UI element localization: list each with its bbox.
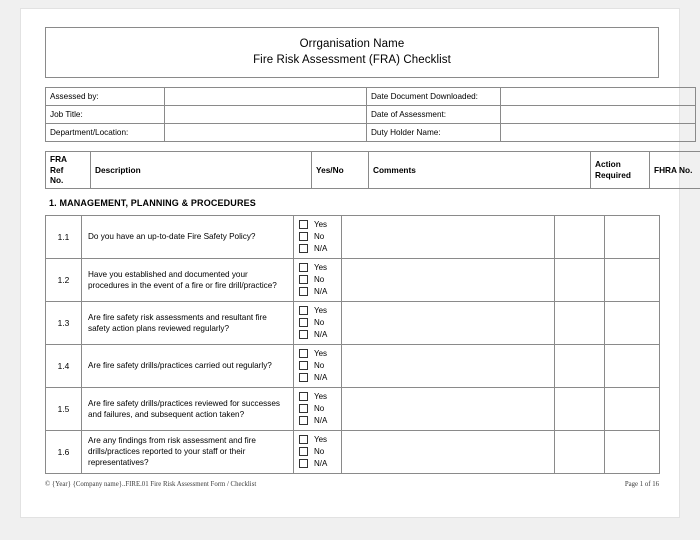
row-ref-1-4: 1.4 — [46, 344, 82, 387]
info-label-department-location: Department/Location: — [46, 124, 165, 142]
row-comments-1-2[interactable] — [342, 258, 555, 301]
option-yes-1-2[interactable] — [299, 262, 339, 274]
checkbox-icon[interactable] — [299, 447, 308, 456]
checkbox-icon[interactable] — [299, 244, 308, 253]
option-no-1-3[interactable] — [299, 317, 339, 329]
checkbox-icon[interactable] — [299, 287, 308, 296]
row-yes-no-cell-1-6 — [294, 430, 342, 473]
info-label-job-title: Job Title: — [46, 106, 165, 124]
option-label: N/A — [314, 329, 328, 339]
option-label: Yes — [314, 348, 328, 358]
checkbox-icon[interactable] — [299, 306, 308, 315]
table-row — [46, 258, 660, 301]
row-fhra-no-1-6[interactable] — [605, 430, 660, 473]
checkbox-icon[interactable] — [299, 361, 308, 370]
row-action-required-1-4[interactable] — [555, 344, 605, 387]
page-title-organisation: Orrganisation Name — [299, 38, 405, 50]
option-no-1-1[interactable] — [299, 231, 339, 243]
option-na-1-4[interactable] — [299, 372, 339, 384]
table-row — [46, 106, 696, 124]
option-na-1-1[interactable] — [299, 243, 339, 255]
row-description-1-3: Are fire safety risk assessments and resultant fire safety action plans reviewed regularly? — [82, 301, 294, 344]
option-no-1-2[interactable] — [299, 274, 339, 286]
option-yes-1-1[interactable] — [299, 219, 339, 231]
row-description-1-6: Are any findings from risk assessment and fire drills/practices reported to your staff or their representatives? — [82, 430, 294, 473]
info-label-duty-holder-name: Duty Holder Name: — [367, 124, 501, 142]
checklist-body-table — [45, 215, 660, 474]
option-no-1-6[interactable] — [299, 446, 339, 458]
info-value-date-document-downloaded[interactable] — [501, 88, 696, 106]
option-na-1-5[interactable] — [299, 415, 339, 427]
row-ref-1-2: 1.2 — [46, 258, 82, 301]
option-label: Yes — [314, 305, 328, 315]
checkbox-icon[interactable] — [299, 349, 308, 358]
checkbox-icon[interactable] — [299, 459, 308, 468]
checkbox-icon[interactable] — [299, 263, 308, 272]
table-header-row — [46, 152, 700, 189]
row-comments-1-6[interactable] — [342, 430, 555, 473]
column-header-fra-ref-no-line2: Ref — [50, 164, 64, 175]
option-label: N/A — [314, 286, 328, 296]
checkbox-icon[interactable] — [299, 392, 308, 401]
option-label: Yes — [314, 262, 328, 272]
table-row — [46, 430, 660, 473]
option-label: N/A — [314, 372, 328, 382]
info-value-duty-holder-name[interactable] — [501, 124, 696, 142]
row-comments-1-3[interactable] — [342, 301, 555, 344]
option-label: No — [314, 231, 325, 241]
checkbox-icon[interactable] — [299, 318, 308, 327]
option-label: No — [314, 274, 325, 284]
option-na-1-2[interactable] — [299, 286, 339, 298]
row-description-1-4: Are fire safety drills/practices carried out regularly? — [82, 344, 294, 387]
column-header-action-required-line1: Action — [595, 159, 621, 170]
checkbox-icon[interactable] — [299, 373, 308, 382]
document-page — [20, 8, 693, 518]
row-fhra-no-1-4[interactable] — [605, 344, 660, 387]
option-na-1-6[interactable] — [299, 458, 339, 470]
column-header-action-required-line2: Required — [595, 169, 631, 180]
option-label: N/A — [314, 243, 328, 253]
info-label-date-document-downloaded: Date Document Downloaded: — [367, 88, 501, 106]
footer-page-number: Page 1 of 16 — [624, 481, 659, 488]
table-row — [46, 344, 660, 387]
info-value-job-title[interactable] — [165, 106, 367, 124]
option-yes-1-3[interactable] — [299, 305, 339, 317]
option-label: N/A — [314, 458, 328, 468]
row-action-required-1-1[interactable] — [555, 215, 605, 258]
column-header-fra-ref-no — [46, 152, 91, 189]
option-yes-1-4[interactable] — [299, 348, 339, 360]
option-label: No — [314, 360, 325, 370]
row-fhra-no-1-3[interactable] — [605, 301, 660, 344]
row-yes-no-cell-1-1 — [294, 215, 342, 258]
table-row — [46, 124, 696, 142]
row-action-required-1-5[interactable] — [555, 387, 605, 430]
column-header-action-required — [591, 152, 650, 189]
column-header-description: Description — [91, 152, 312, 189]
column-header-fhra-no: FHRA No. — [650, 152, 700, 189]
checkbox-icon[interactable] — [299, 275, 308, 284]
row-comments-1-5[interactable] — [342, 387, 555, 430]
info-value-department-location[interactable] — [165, 124, 367, 142]
page-title-subtitle: Fire Risk Assessment (FRA) Checklist — [253, 54, 451, 66]
option-na-1-3[interactable] — [299, 329, 339, 341]
section-heading-management-planning-procedures: 1. MANAGEMENT, PLANNING & PROCEDURES — [49, 197, 256, 208]
row-ref-1-3: 1.3 — [46, 301, 82, 344]
info-label-assessed-by: Assessed by: — [46, 88, 165, 106]
checklist-header-table — [45, 151, 700, 189]
checkbox-icon[interactable] — [299, 404, 308, 413]
document-sheet — [45, 27, 693, 474]
option-label: Yes — [314, 434, 328, 444]
page-footer — [45, 481, 659, 488]
row-yes-no-cell-1-3 — [294, 301, 342, 344]
info-value-date-of-assessment[interactable] — [501, 106, 696, 124]
row-fhra-no-1-1[interactable] — [605, 215, 660, 258]
info-value-assessed-by[interactable] — [165, 88, 367, 106]
table-row — [46, 387, 660, 430]
assessment-info-table — [45, 87, 696, 142]
option-label: Yes — [314, 219, 328, 229]
checkbox-icon[interactable] — [299, 330, 308, 339]
option-yes-1-6[interactable] — [299, 434, 339, 446]
row-comments-1-1[interactable] — [342, 215, 555, 258]
row-comments-1-4[interactable] — [342, 344, 555, 387]
option-no-1-5[interactable] — [299, 403, 339, 415]
row-ref-1-1: 1.1 — [46, 215, 82, 258]
checkbox-icon[interactable] — [299, 416, 308, 425]
row-yes-no-cell-1-4 — [294, 344, 342, 387]
row-action-required-1-6[interactable] — [555, 430, 605, 473]
row-description-1-2: Have you established and documented your procedures in the event of a fire or fire drill/practice? — [82, 258, 294, 301]
row-description-1-1: Do you have an up-to-date Fire Safety Policy? — [82, 215, 294, 258]
option-no-1-4[interactable] — [299, 360, 339, 372]
row-fhra-no-1-2[interactable] — [605, 258, 660, 301]
option-yes-1-5[interactable] — [299, 391, 339, 403]
document-title-block — [45, 27, 659, 78]
option-label: Yes — [314, 391, 328, 401]
table-row — [46, 88, 696, 106]
row-yes-no-cell-1-5 — [294, 387, 342, 430]
option-label: No — [314, 317, 325, 327]
column-header-comments: Comments — [369, 152, 591, 189]
option-label: No — [314, 446, 325, 456]
row-ref-1-6: 1.6 — [46, 430, 82, 473]
checkbox-icon[interactable] — [299, 232, 308, 241]
row-action-required-1-2[interactable] — [555, 258, 605, 301]
checkbox-icon[interactable] — [299, 220, 308, 229]
row-fhra-no-1-5[interactable] — [605, 387, 660, 430]
column-header-fra-ref-no-line3: No. — [50, 175, 64, 185]
row-ref-1-5: 1.5 — [46, 387, 82, 430]
row-action-required-1-3[interactable] — [555, 301, 605, 344]
info-label-date-of-assessment: Date of Assessment: — [367, 106, 501, 124]
row-description-1-5: Are fire safety drills/practices reviewed for successes and failures, and subsequent action taken? — [82, 387, 294, 430]
row-yes-no-cell-1-2 — [294, 258, 342, 301]
column-header-yes-no: Yes/No — [312, 152, 369, 189]
table-row — [46, 301, 660, 344]
checkbox-icon[interactable] — [299, 435, 308, 444]
option-label: N/A — [314, 415, 328, 425]
column-header-fra-ref-no-line1: FRA — [50, 154, 68, 164]
option-label: No — [314, 403, 325, 413]
footer-copyright-text: © {Year} {Company name}..FIRE.01 Fire Risk Assessment Form / Checklist — [45, 481, 257, 488]
table-row — [46, 215, 660, 258]
